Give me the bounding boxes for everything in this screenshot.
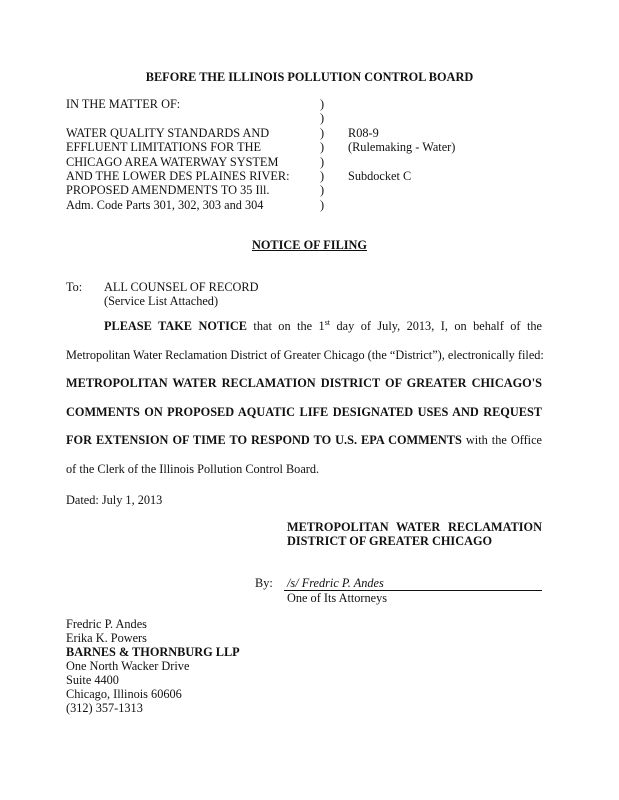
caption-line: WATER QUALITY STANDARDS AND <box>66 125 270 140</box>
caption-matter <box>66 97 290 212</box>
please-take-notice: PLEASE TAKE NOTICE <box>104 319 247 333</box>
body-text: Metropolitan Water Reclamation District of Greater Chicago (the “District”), electronically filed: <box>66 348 544 362</box>
subdocket: Subdocket C <box>348 169 412 183</box>
body-line-3 <box>66 376 542 390</box>
caption-line: CHICAGO AREA WATERWAY SYSTEM <box>66 154 279 169</box>
filing-title: METROPOLITAN WATER RECLAMATION DISTRICT OF GREATER CHICAGO'S <box>66 376 542 390</box>
docket-type: (Rulemaking - Water) <box>348 140 456 154</box>
by-label: By: <box>255 576 273 590</box>
to-recipient: ALL COUNSEL OF RECORD <box>104 280 259 294</box>
board-title: BEFORE THE ILLINOIS POLLUTION CONTROL BOARD <box>145 70 474 84</box>
caption-paren: ) <box>320 169 325 184</box>
caption-parens <box>320 97 324 212</box>
caption-paren: ) <box>320 111 325 126</box>
law-firm: BARNES & THORNBURG LLP <box>66 645 240 659</box>
attorney-name: Erika K. Powers <box>66 631 147 645</box>
caption-paren: ) <box>320 183 325 198</box>
body-line-1 <box>104 319 542 333</box>
caption-paren: ) <box>320 125 325 140</box>
signatory-role: One of Its Attorneys <box>287 591 388 605</box>
ordinal-suffix: st <box>324 317 331 327</box>
caption-line: AND THE LOWER DES PLAINES RIVER: <box>66 169 290 184</box>
body-line-6: of the Clerk of the Illinois Pollution Control Board. <box>66 462 320 476</box>
body-text: day of July, 2013, I, on behalf of the <box>336 319 542 333</box>
body-line-2 <box>66 348 542 362</box>
attorney-name: Fredric P. Andes <box>66 617 147 631</box>
filing-title: COMMENTS ON PROPOSED AQUATIC LIFE DESIGNATED USES AND REQUEST <box>66 405 542 419</box>
signature: /s/ Fredric P. Andes <box>287 576 384 590</box>
docket-number: R08-9 <box>348 126 379 140</box>
filing-title: FOR EXTENSION OF TIME TO RESPOND TO U.S. EPA COMMENTS <box>66 433 462 447</box>
body-line-4 <box>66 405 542 419</box>
caption-line: EFFLUENT LIMITATIONS FOR THE <box>66 140 261 155</box>
address-line: Suite 4400 <box>66 673 119 687</box>
caption-paren: ) <box>320 97 325 111</box>
to-label: To: <box>66 280 83 294</box>
body-text: that on the 1 <box>253 319 325 333</box>
caption-line: IN THE MATTER OF: <box>66 97 181 111</box>
caption-line: PROPOSED AMENDMENTS TO 35 Ill. <box>66 183 270 198</box>
signatory-org-line-2: DISTRICT OF GREATER CHICAGO <box>287 534 493 548</box>
caption-paren: ) <box>320 140 325 155</box>
caption-line <box>66 111 290 125</box>
caption-line: Adm. Code Parts 301, 302, 303 and 304 <box>66 197 264 212</box>
notice-title: NOTICE OF FILING <box>251 238 367 252</box>
counsel-block <box>66 617 240 715</box>
caption-paren: ) <box>320 154 325 169</box>
address-line: One North Wacker Drive <box>66 659 190 673</box>
dated: Dated: July 1, 2013 <box>66 493 163 507</box>
phone-number: (312) 357-1313 <box>66 701 143 715</box>
signatory-org-line-1: METROPOLITAN WATER RECLAMATION <box>287 520 542 534</box>
body-text: with the Office <box>465 433 543 447</box>
to-note: (Service List Attached) <box>104 294 219 308</box>
address-line: Chicago, Illinois 60606 <box>66 687 182 701</box>
body-line-5 <box>66 433 542 447</box>
caption-paren: ) <box>320 197 325 212</box>
